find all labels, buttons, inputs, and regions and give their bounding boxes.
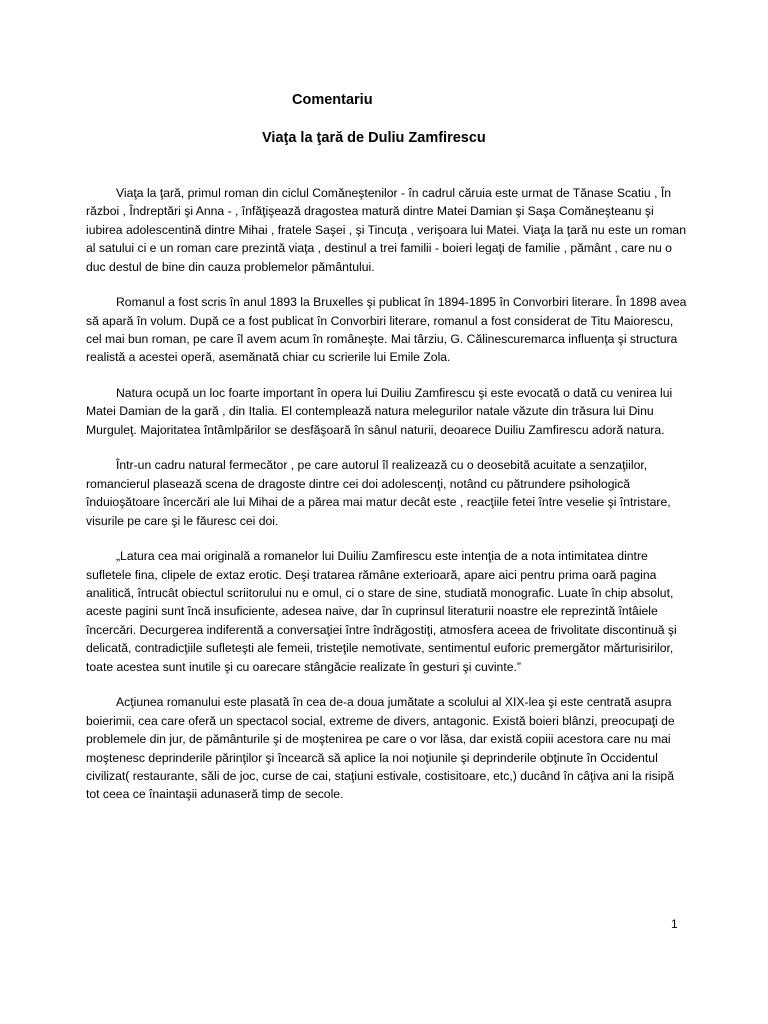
paragraph: Într-un cadru natural fermecător , pe care autorul îl realizează cu o deosebită acuitate a senzaţiilor, romancierul plasează scena de dragoste dintre cei doi adolescenţi, notând cu pătrundere psihologică înduioşătoare încercări ale lui Mihai de a părea mai matur decât este , reacţiile fetei între veselie şi întristare, visurile pe care şi le făuresc cei doi. [86, 458, 671, 528]
paragraph: Viaţa la ţară, primul roman din ciclul Comăneştenilor - în cadrul căruia este urmat de Tănase Scatiu , În război , Îndreptări şi Anna - , înfăţişează dragostea matură dintre Matei Damian şi Saşa Comăneşteanu şi iubirea adolescentină dintre Mihai , fratele Saşei , şi Tincuţa , verişoara lui Matei. Viaţa la ţară nu este un roman al satului ci e un roman care prezintă viaţa , destinul a trei familii - boieri legaţi de familie , pământ , care nu o duc destul de bine din cauza problemelor pământului. [86, 186, 686, 274]
paragraph: Natura ocupă un loc foarte important în opera lui Duiliu Zamfirescu şi este evocată o dată cu venirea lui Matei Damian de la gară , din Italia. El contemplează natura melegurilor natale văzute din trăsura lui Dinu Murguleţ. Majoritatea întâmlpărilor se desfăşoară în sânul naturii, deoarece Duiliu Zamfirescu adoră natura. [86, 386, 673, 437]
page-number: 1 [671, 917, 678, 931]
paragraph: Romanul a fost scris în anul 1893 la Bruxelles şi publicat în 1894-1895 în Convorbiri literare. În 1898 avea să apară în volum. După ce a fost publicat în Convorbiri literare, romanul a fost considerat de Titu Maiorescu, cel mai bun roman, pe care îl avem acum în româneşte. Mai târziu, G. Călinescuremarca influenţa şi structura realistă a acestei operă, asemănată chiar cu scrierile lui Emile Zola. [86, 295, 687, 365]
document-subtitle: Viaţa la ţară de Duliu Zamfirescu [262, 130, 486, 146]
paragraph: Acţiunea romanului este plasată în cea de-a doua jumătate a scolului al XIX-lea şi este centrată asupra boierimii, cea care oferă un spectacol social, extreme de divers, antagonic. Există boieri blânzi, preocupaţi de problemele din jur, de pământurile şi de moştenirea pe care o vor lăsa, dar există copiii acestora care nu mai moştenesc deprinderile părinţilor şi încearcă să aplice la noi noţiunile şi deprinderile obţinute în Occidentul civilizat( restaurante, săli de joc, curse de cai, staţiuni estivale, costisitoare, etc,) ducând în câţiva ani la risipă tot ceea ce înaintaşii adunaseră timp de secole. [86, 695, 675, 802]
document-body [86, 184, 690, 821]
paragraph: „Latura cea mai originală a romanelor lui Duiliu Zamfirescu este intenţia de a nota intimitatea dintre sufletele fina, clipele de extaz erotic. Deşi tratarea rămâne exterioară, apare aici pentru prima oară pagina analitică, întrucât obiectul scriitorului nu e omul, ci o stare de sine, studiată monografic. Luate în chip absolut, aceste pagini sunt încă insuficiente, adesea naive, dar în cuprinsul literaturii noastre ele reprezintă întâiele încercări. Decurgerea indiferentă a conversaţiei între îndrăgostiţi, atmosfera aceea de frivolitate discontinuă şi delicată, contradicţiile sufleteşti ale femeii, tristeţile nemotivate, sentimentul euforic premergător mărturisirilor, toate acestea sunt inutile şi cu oarecare stângăcie realizate în gesturi şi cuvinte.” [86, 549, 677, 674]
document-title: Comentariu [292, 92, 373, 108]
